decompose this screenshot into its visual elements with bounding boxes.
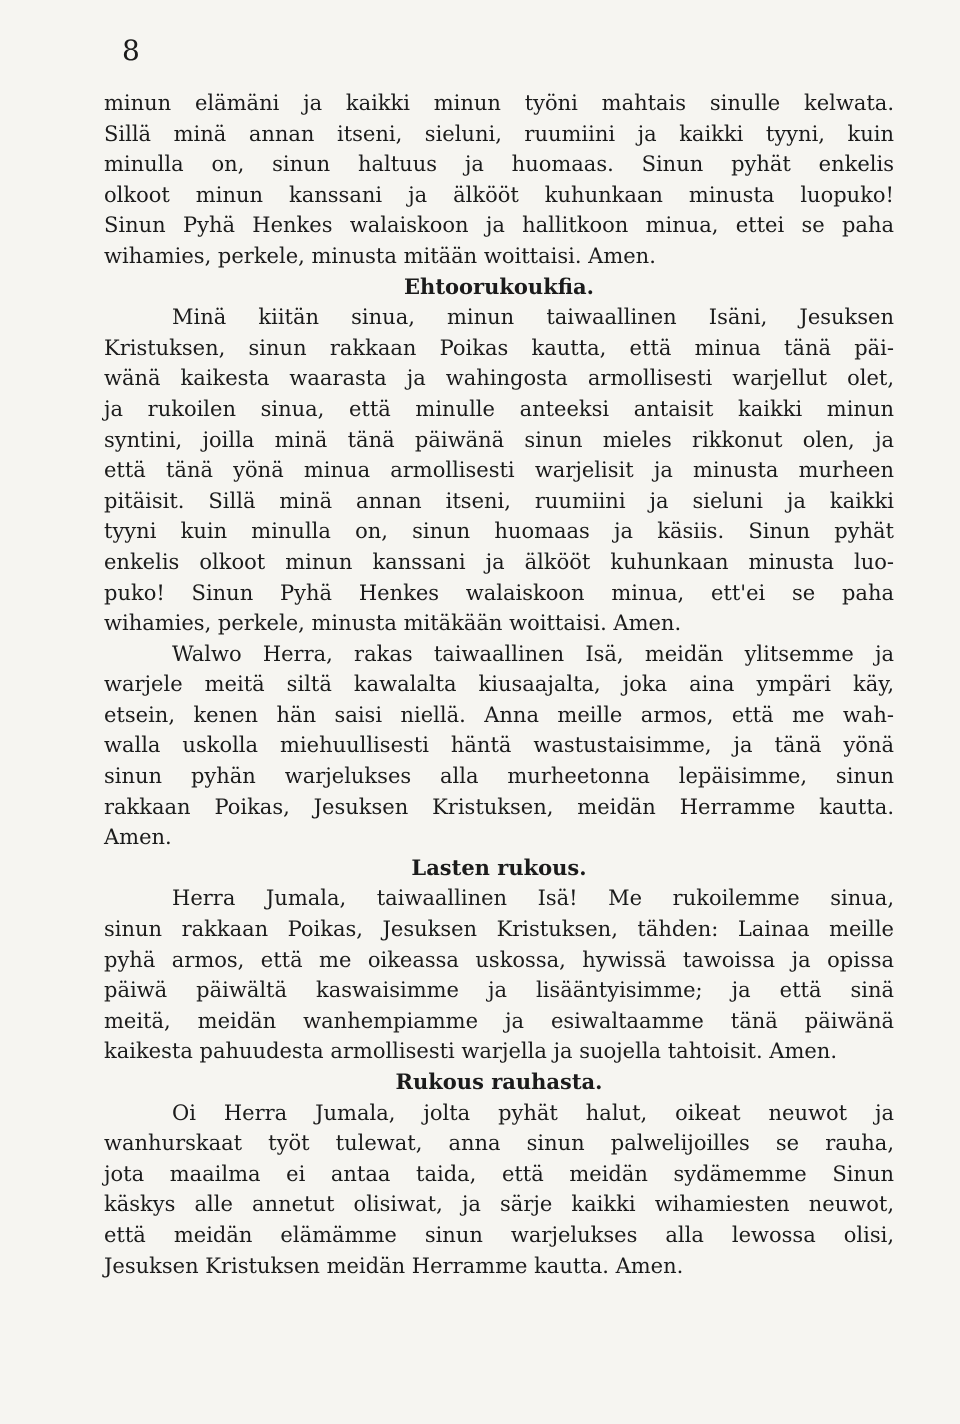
section-heading: Ehtoorukoukfia. — [404, 273, 594, 299]
text-line: meitä, meidän wanhempiamme ja esiwaltaamme tänä päiwänä — [104, 1008, 894, 1033]
section-heading: Lasten rukous. — [411, 854, 587, 880]
text-line: Oi Herra Jumala, jolta pyhät halut, oikeat neuwot ja — [172, 1100, 894, 1125]
text-line: Jesuksen Kristuksen meidän Herramme kautta. Amen. — [104, 1253, 684, 1278]
text-line: minulla on, sinun haltuus ja huomaas. Sinun pyhät enkelis — [104, 152, 894, 177]
text-line: pitäisit. Sillä minä annan itseni, ruumiini ja sieluni ja kaikki — [104, 488, 894, 513]
text-line: Walwo Herra, rakas taiwaallinen Isä, meidän ylitsemme ja — [172, 641, 894, 666]
text-line: Kristuksen, sinun rakkaan Poikas kautta, että minua tänä päi- — [104, 335, 894, 360]
text-line: pyhä armos, että me oikeassa uskossa, hywissä tawoissa ja opissa — [104, 947, 894, 972]
text-line: kaikesta pahuudesta armollisesti warjella ja suojella tahtoisit. Amen. — [104, 1039, 838, 1064]
text-line: tyyni kuin minulla on, sinun huomaas ja käsiis. Sinun pyhät — [104, 519, 894, 544]
text-line: Sinun Pyhä Henkes walaiskoon ja hallitkoon minua, ettei se paha — [104, 213, 894, 238]
text-line: käskys alle annetut olisiwat, ja särje kaikki wihamiesten neuwot, — [104, 1192, 894, 1217]
text-line: wänä kaikesta waarasta ja wahingosta armollisesti warjellut olet, — [104, 366, 894, 391]
page-number: 8 — [122, 34, 140, 67]
text-line: että meidän elämämme sinun warjelukses alla lewossa olisi, — [104, 1222, 894, 1247]
text-line: enkelis olkoot minun kanssani ja älkööt kuhunkaan minusta luo- — [104, 549, 894, 574]
text-line: wihamies, perkele, minusta mitään woittaisi. Amen. — [104, 243, 656, 268]
text-line: syntini, joilla minä tänä päiwänä sinun mieles rikkonut olen, ja — [104, 427, 894, 452]
text-line: jota maailma ei antaa taida, että meidän sydämemme Sinun — [104, 1161, 894, 1186]
text-line: sinun pyhän warjelukses alla murheetonna lepäisimme, sinun — [104, 764, 894, 789]
text-line: wihamies, perkele, minusta mitäkään woittaisi. Amen. — [104, 611, 682, 636]
text-line: Sillä minä annan itseni, sieluni, ruumiini ja kaikki tyyni, kuin — [104, 121, 894, 146]
text-line: wanhurskaat työt tulewat, anna sinun palwelijoilles se rauha, — [104, 1131, 894, 1156]
text-line: Amen. — [104, 825, 172, 850]
text-line: sinun rakkaan Poikas, Jesuksen Kristuksen, tähden: Lainaa meille — [104, 917, 894, 942]
text-line: että tänä yönä minua armollisesti warjelisit ja minusta murheen — [104, 458, 894, 483]
section-heading: Rukous rauhasta. — [395, 1069, 603, 1094]
text-line: walla uskolla miehuullisesti häntä wastustaisimme, ja tänä yönä — [104, 733, 894, 758]
text-line: puko! Sinun Pyhä Henkes walaiskoon minua, ett'ei se paha — [104, 580, 894, 605]
text-line: olkoot minun kanssani ja älkööt kuhunkaan minusta luopuko! — [104, 182, 894, 207]
text-line: rakkaan Poikas, Jesuksen Kristuksen, meidän Herramme kautta. — [104, 794, 894, 819]
text-line: päiwä päiwältä kaswaisimme ja lisääntyisimme; ja että sinä — [104, 978, 894, 1003]
text-line: Minä kiitän sinua, minun taiwaallinen Isäni, Jesuksen — [172, 305, 894, 330]
text-line: Herra Jumala, taiwaallinen Isä! Me rukoilemme sinua, — [172, 886, 894, 911]
text-line: warjele meitä siltä kawalalta kiusaajalta, joka aina ympäri käy, — [104, 672, 894, 697]
text-line: minun elämäni ja kaikki minun työni mahtais sinulle kelwata. — [104, 91, 894, 115]
text-block — [104, 88, 894, 1281]
text-line: ja rukoilen sinua, että minulle anteeksi antaisit kaikki minun — [104, 396, 894, 421]
text-line: etsein, kenen hän saisi niellä. Anna meille armos, että me wah- — [104, 702, 894, 727]
